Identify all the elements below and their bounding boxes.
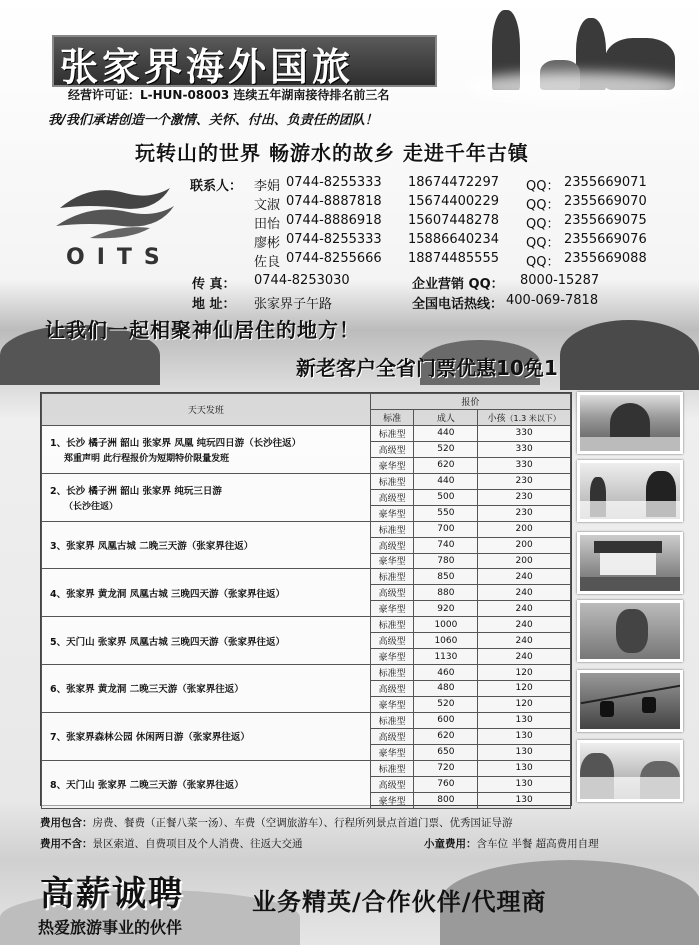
price-cell-tier: 豪华型: [370, 505, 414, 521]
license-text: 经营许可证：L-HUN-08003 连续五年湖南接待排名前三名: [68, 88, 390, 102]
price-cell-adult: 600: [414, 712, 478, 728]
col-tier-header: 标准: [370, 410, 414, 426]
route-title: 2、长沙 橘子洲 韶山 张家界 纯玩三日游: [50, 485, 222, 497]
contact-mobile: 15607448278: [408, 213, 499, 228]
price-cell-tier: 高级型: [370, 489, 414, 505]
contact-tel: 0744-8887818: [286, 194, 382, 209]
price-cell-adult: 720: [414, 760, 478, 776]
price-cell-tier: 豪华型: [370, 601, 414, 617]
fees-child-label: 小童费用：: [424, 838, 477, 850]
route-title: 3、张家界 凤凰古城 二晚三天游（张家界往返）: [50, 541, 254, 553]
fees-child-text: 含车位 半餐 超高费用自理: [476, 838, 599, 850]
price-cell-child: 200: [478, 521, 571, 537]
route-note: 郑重声明 此行程报价为短期特价限量发班: [64, 453, 230, 464]
col-adult-header: 成人: [414, 410, 478, 426]
contact-label: 联系人：: [190, 179, 243, 194]
price-cell-tier: 标准型: [370, 473, 414, 489]
contact-qq: 2355669076: [564, 232, 647, 247]
contact-tel: 0744-8255333: [286, 232, 382, 247]
contact-qq: 2355669075: [564, 213, 647, 228]
price-cell-adult: 780: [414, 553, 478, 569]
contact-name: 廖彬: [254, 236, 281, 251]
contact-tel: 0744-8255333: [286, 175, 382, 190]
price-cell-adult: 800: [414, 792, 478, 808]
price-cell-adult: 880: [414, 585, 478, 601]
price-cell-child: 240: [478, 649, 571, 665]
route-title: 7、张家界森林公园 休闲两日游（张家界往返）: [50, 732, 250, 744]
price-cell-tier: 高级型: [370, 776, 414, 792]
price-cell-child: 240: [478, 633, 571, 649]
price-cell-child: 130: [478, 760, 571, 776]
price-cell-adult: 460: [414, 665, 478, 681]
contact-mobile: 15886640234: [408, 232, 499, 247]
scenery-photo-cableway: [577, 670, 683, 732]
table-row: [42, 617, 571, 633]
price-cell-child: 230: [478, 505, 571, 521]
table-row: [42, 665, 571, 681]
route-note: （长沙往返）: [64, 501, 119, 512]
price-cell-adult: 620: [414, 457, 478, 473]
price-cell-tier: 标准型: [370, 760, 414, 776]
scenery-photo-peaks: [577, 460, 683, 522]
contact-tel: 0744-8255666: [286, 251, 382, 266]
price-cell-adult: 480: [414, 681, 478, 697]
price-cell-tier: 豪华型: [370, 744, 414, 760]
price-cell-adult: 700: [414, 521, 478, 537]
fees-included-label: 费用包含：: [40, 817, 93, 829]
scenery-photo-lake: [577, 392, 683, 454]
col-price-header: 报价: [370, 394, 570, 410]
contact-mobile: 18674472297: [408, 175, 499, 190]
price-cell-child: 120: [478, 696, 571, 712]
contact-name: 李娟: [254, 179, 281, 194]
route-title: 5、天门山 张家界 凤凰古城 三晚四天游（张家界往返）: [50, 636, 286, 648]
corp-qq-label: 企业营销 QQ：: [412, 277, 504, 292]
fees-excluded-label: 费用不含：: [40, 838, 93, 850]
price-cell-child: 130: [478, 792, 571, 808]
price-cell-adult: 850: [414, 569, 478, 585]
price-cell-child: 330: [478, 426, 571, 442]
fax-number: 0744-8253030: [254, 273, 350, 288]
price-cell-child: 330: [478, 457, 571, 473]
contact-name: 文淑: [254, 198, 281, 213]
price-table-grid: [41, 393, 571, 809]
address-label: 地 址：: [192, 297, 236, 312]
banner-discount: 新老客户全省门票优惠10免1: [296, 356, 558, 380]
price-cell-adult: 520: [414, 696, 478, 712]
fees-included-text: 房费、餐费（正餐八菜一汤）、车费（空调旅游车）、行程所列景点首道门票、优秀国证导游: [92, 817, 513, 829]
price-cell-child: 120: [478, 665, 571, 681]
fax-label: 传 真：: [192, 277, 236, 292]
price-cell-adult: 620: [414, 728, 478, 744]
price-cell-child: 130: [478, 712, 571, 728]
price-cell-tier: 标准型: [370, 665, 414, 681]
price-cell-tier: 高级型: [370, 537, 414, 553]
table-row: [42, 712, 571, 728]
price-cell-tier: 标准型: [370, 569, 414, 585]
route-name: [42, 665, 371, 713]
price-cell-tier: 标准型: [370, 617, 414, 633]
contact-qq-label: QQ：: [526, 236, 560, 251]
price-cell-child: 330: [478, 441, 571, 457]
recruit-headline: 高薪诚聘: [40, 874, 184, 914]
price-cell-tier: 高级型: [370, 681, 414, 697]
price-cell-tier: 豪华型: [370, 553, 414, 569]
price-cell-adult: 520: [414, 441, 478, 457]
price-cell-child: 240: [478, 569, 571, 585]
price-cell-tier: 标准型: [370, 521, 414, 537]
price-cell-tier: 高级型: [370, 441, 414, 457]
contact-qq-label: QQ：: [526, 179, 560, 194]
address-text: 张家界子午路: [254, 297, 333, 312]
fees-excluded-text: 景区索道、自费项目及个人消费、往返大交通: [92, 838, 303, 850]
hotline-number: 400-069-7818: [506, 293, 599, 308]
mountain-scenery-top: [440, 0, 699, 110]
price-cell-adult: 1000: [414, 617, 478, 633]
contact-qq: 2355669071: [564, 175, 647, 190]
price-cell-adult: 920: [414, 601, 478, 617]
route-title: 1、长沙 橘子洲 韶山 张家界 凤凰 纯玩四日游（长沙往返）: [50, 437, 302, 449]
hotline-label: 全国电话热线：: [412, 297, 504, 312]
price-cell-adult: 500: [414, 489, 478, 505]
price-table: [40, 392, 572, 806]
agency-title: 张家界海外国旅: [60, 44, 355, 89]
recruit-subtitle: 热爱旅游事业的伙伴: [38, 918, 183, 937]
price-cell-child: 200: [478, 553, 571, 569]
route-title: 8、天门山 张家界 二晚三天游（张家界往返）: [50, 780, 244, 792]
col-child-label: 小孩: [487, 414, 506, 424]
contact-mobile: 18874485555: [408, 251, 499, 266]
contact-name: 田怡: [254, 217, 281, 232]
contact-qq-label: QQ：: [526, 217, 560, 232]
route-name: [42, 473, 371, 521]
banner-gather: 让我们一起相聚神仙居住的地方！: [45, 318, 360, 342]
price-cell-adult: 550: [414, 505, 478, 521]
slogan-text: 玩转山的世界 畅游水的故乡 走进千年古镇: [135, 141, 529, 165]
route-name: [42, 760, 371, 808]
contact-name: 佐良: [254, 255, 281, 270]
route-title: 4、张家界 黄龙洞 凤凰古城 三晚四天游（张家界往返）: [50, 588, 286, 600]
price-cell-tier: 高级型: [370, 585, 414, 601]
route-name: [42, 712, 371, 760]
fees-excluded: [40, 836, 303, 851]
price-cell-tier: 豪华型: [370, 457, 414, 473]
fees-included: [40, 815, 513, 830]
price-cell-adult: 760: [414, 776, 478, 792]
table-row: [42, 760, 571, 776]
price-cell-child: 240: [478, 585, 571, 601]
table-row: [42, 426, 571, 442]
contact-qq-label: QQ：: [526, 255, 560, 270]
price-cell-adult: 440: [414, 473, 478, 489]
price-cell-child: 130: [478, 744, 571, 760]
price-cell-child: 130: [478, 776, 571, 792]
contact-qq-label: QQ：: [526, 198, 560, 213]
contact-tel: 0744-8886918: [286, 213, 382, 228]
price-cell-tier: 豪华型: [370, 792, 414, 808]
contact-mobile: 15674400229: [408, 194, 499, 209]
corp-qq: 8000-15287: [520, 273, 600, 288]
route-name: [42, 617, 371, 665]
route-title: 6、张家界 黄龙洞 二晚三天游（张家界往返）: [50, 684, 244, 696]
price-cell-adult: 440: [414, 426, 478, 442]
col-child-note: （1.3 米以下）: [505, 414, 561, 423]
price-cell-adult: 740: [414, 537, 478, 553]
route-name: [42, 521, 371, 569]
price-cell-tier: 豪华型: [370, 696, 414, 712]
price-cell-tier: 豪华型: [370, 649, 414, 665]
scenery-photo-house: [577, 532, 683, 594]
route-name: [42, 426, 371, 474]
price-cell-child: 200: [478, 537, 571, 553]
promise-text: 我/我们承诺创造一个激情、关怀、付出、负责任的团队！: [48, 113, 378, 128]
col-route-header: 天天发班: [42, 394, 371, 426]
scenery-photo-clouds: [577, 740, 683, 802]
price-cell-tier: 高级型: [370, 728, 414, 744]
fees-child: [424, 836, 599, 851]
price-cell-child: 240: [478, 617, 571, 633]
price-cell-adult: 650: [414, 744, 478, 760]
col-child-header: [478, 410, 571, 426]
scenery-photo-statue: [577, 600, 683, 662]
price-cell-child: 240: [478, 601, 571, 617]
price-cell-tier: 高级型: [370, 633, 414, 649]
table-row: [42, 521, 571, 537]
price-cell-adult: 1130: [414, 649, 478, 665]
price-cell-tier: 标准型: [370, 426, 414, 442]
recruit-roles: 业务精英/合作伙伴/代理商: [252, 888, 547, 916]
price-cell-tier: 标准型: [370, 712, 414, 728]
price-cell-child: 130: [478, 728, 571, 744]
contact-qq: 2355669070: [564, 194, 647, 209]
price-cell-child: 230: [478, 473, 571, 489]
price-cell-child: 230: [478, 489, 571, 505]
price-cell-adult: 1060: [414, 633, 478, 649]
contact-qq: 2355669088: [564, 251, 647, 266]
logo-text: OITS: [66, 245, 172, 270]
price-cell-child: 120: [478, 681, 571, 697]
table-row: [42, 473, 571, 489]
route-name: [42, 569, 371, 617]
table-row: [42, 569, 571, 585]
